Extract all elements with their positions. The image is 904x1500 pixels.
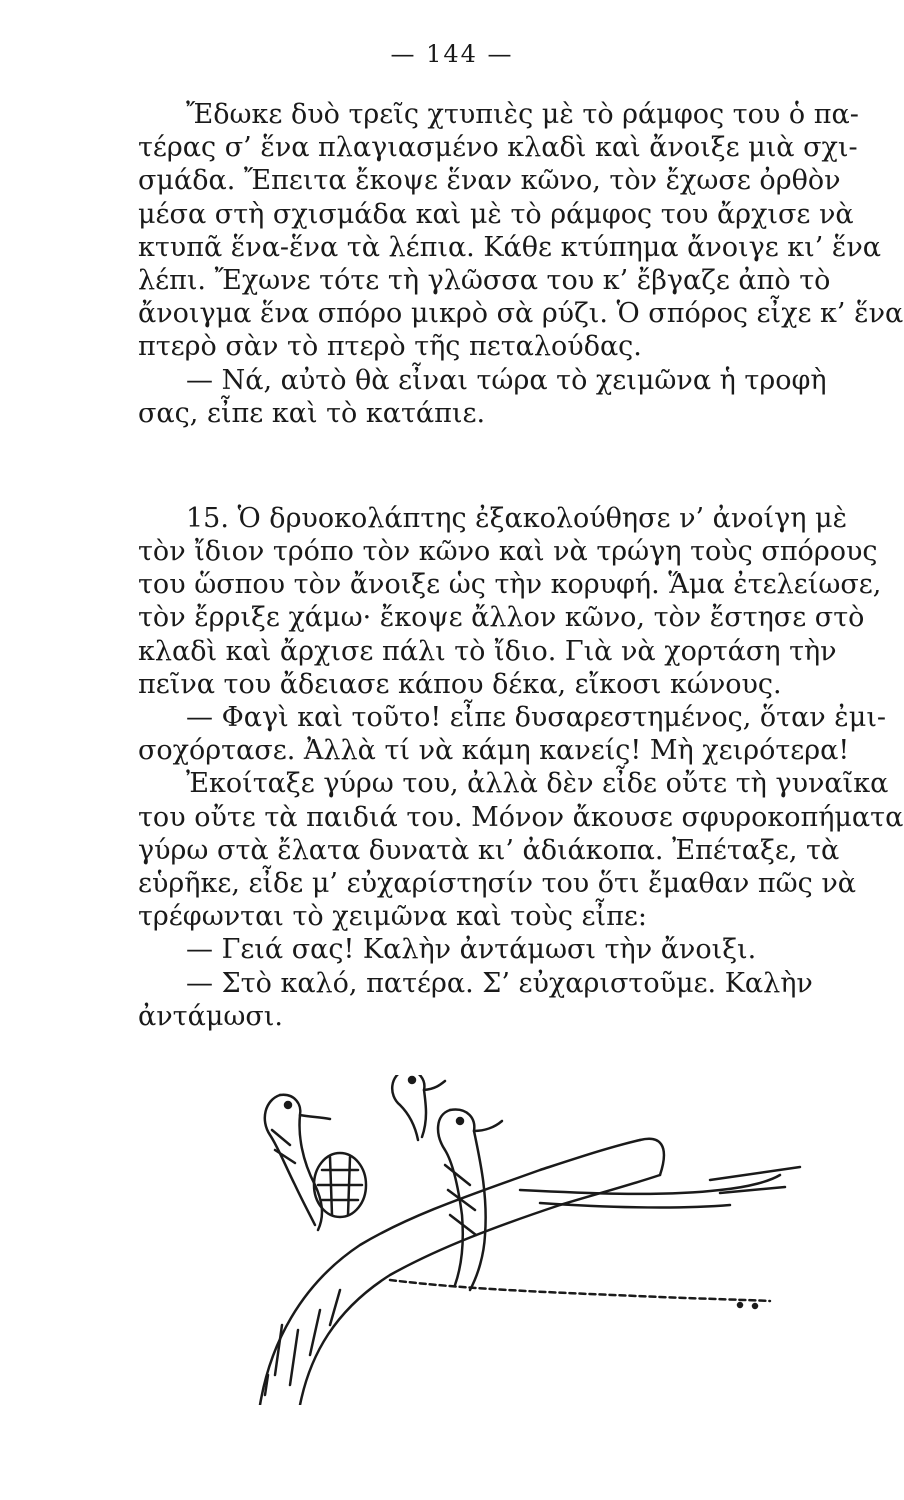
text-line: πτερὸ σὰν τὸ πτερὸ τῆς πεταλούδας. [138, 331, 642, 363]
section-gap [138, 430, 898, 502]
text-line: γύρω στὰ ἔλατα δυνατὰ κι’ ἀδιάκοπα. Ἐπέταξε, τὰ [138, 834, 840, 866]
text-line: κλαδὶ καὶ ἄρχισε πάλι τὸ ἴδιο. Γιὰ νὰ χορτάση τὴν [138, 635, 837, 667]
text-line: τὸν ἔρριξε χάμω· ἔκοψε ἄλλον κῶνο, τὸν ἔστησε στὸ [138, 602, 865, 634]
text-line: τὸν ἴδιον τρόπο τὸν κῶνο καὶ νὰ τρώγη τοὺς σπόρους [138, 536, 878, 568]
text-line: του οὔτε τὰ παιδιά του. Μόνον ἄκουσε σφυροκοπήματα [138, 801, 904, 833]
paragraph [138, 701, 898, 767]
text-line: — Στὸ καλό, πατέρα. Σ’ εὐχαριστοῦμε. Καλὴν [186, 967, 813, 999]
text-line: σμάδα. Ἔπειτα ἔκοψε ἕναν κῶνο, τὸν ἔχωσε ὀρθὸν [138, 165, 841, 197]
text-line: ἀντάμωσι. [138, 1000, 283, 1032]
woodpeckers-illustration [240, 1075, 810, 1405]
text-line: μέσα στὴ σχισμάδα καὶ μὲ τὸ ράμφος του ἄρχισε νὰ [138, 198, 854, 230]
text-line: Ἐκοίταξε γύρω του, ἀλλὰ δὲν εἶδε οὔτε τὴ γυναῖκα [186, 768, 889, 800]
text-line: — Φαγὶ καὶ τοῦτο! εἶπε δυσαρεστημένος, ὅταν ἐμι- [186, 702, 887, 733]
page-number: — 144 — [390, 40, 514, 68]
text-line: κτυπᾶ ἕνα-ἕνα τὰ λέπια. Κάθε κτύπημα ἄνοιγε κι’ ἕνα [138, 231, 882, 263]
text-line: σοχόρτασε. Ἀλλὰ τί νὰ κάμη κανείς! Μὴ χειρότερα! [138, 735, 850, 767]
text-line: σας, εἶπε καὶ τὸ κατάπιε. [138, 397, 486, 429]
text-line: ἄνοιγμα ἕνα σπόρο μικρὸ σὰ ρύζι. Ὁ σπόρος εἶχε κ’ ἕνα [138, 298, 904, 330]
text-line: τέρας σ’ ἕνα πλαγιασμένο κλαδὶ καὶ ἄνοιξε μιὰ σχι- [138, 132, 858, 164]
paragraph [138, 364, 898, 430]
text-line: Ἔδωκε δυὸ τρεῖς χτυπιὲς μὲ τὸ ράμφος του ὁ πα- [186, 99, 859, 130]
text-line: — Γειά σας! Καλὴν ἀντάμωσι τὴν ἄνοιξι. [186, 934, 757, 966]
text-line: του ὥσπου τὸν ἄνοιξε ὡς τὴν κορυφή. Ἅμα ἐτελείωσε, [138, 569, 882, 601]
paragraph [138, 767, 904, 933]
text-line: εὑρῆκε, εἶδε μ’ εὐχαρίστησίν του ὅτι ἔμαθαν πῶς νὰ [138, 867, 857, 899]
woodpeckers-on-branch-drawing [240, 1075, 810, 1405]
text-line: τρέφωνται τὸ χειμῶνα καὶ τοὺς εἶπε: [138, 901, 647, 933]
text-line: — Νά, αὐτὸ θὰ εἶναι τώρα τὸ χειμῶνα ἡ τροφὴ [186, 364, 827, 396]
body-text [138, 98, 904, 1033]
text-line: λέπι. Ἔχωνε τότε τὴ γλῶσσα του κ’ ἔβγαζε ἀπὸ τὸ [138, 264, 831, 296]
paragraph [138, 98, 904, 364]
paragraph [138, 502, 898, 701]
paragraph [138, 967, 898, 1033]
text-line: 15. Ὁ δρυοκολάπτης ἐξακολούθησε ν’ ἀνοίγη μὲ [186, 502, 848, 534]
text-line: πεῖνα του ἄδειασε κάπου δέκα, εἴκοσι κώνους. [138, 668, 782, 700]
paragraph [138, 933, 898, 966]
